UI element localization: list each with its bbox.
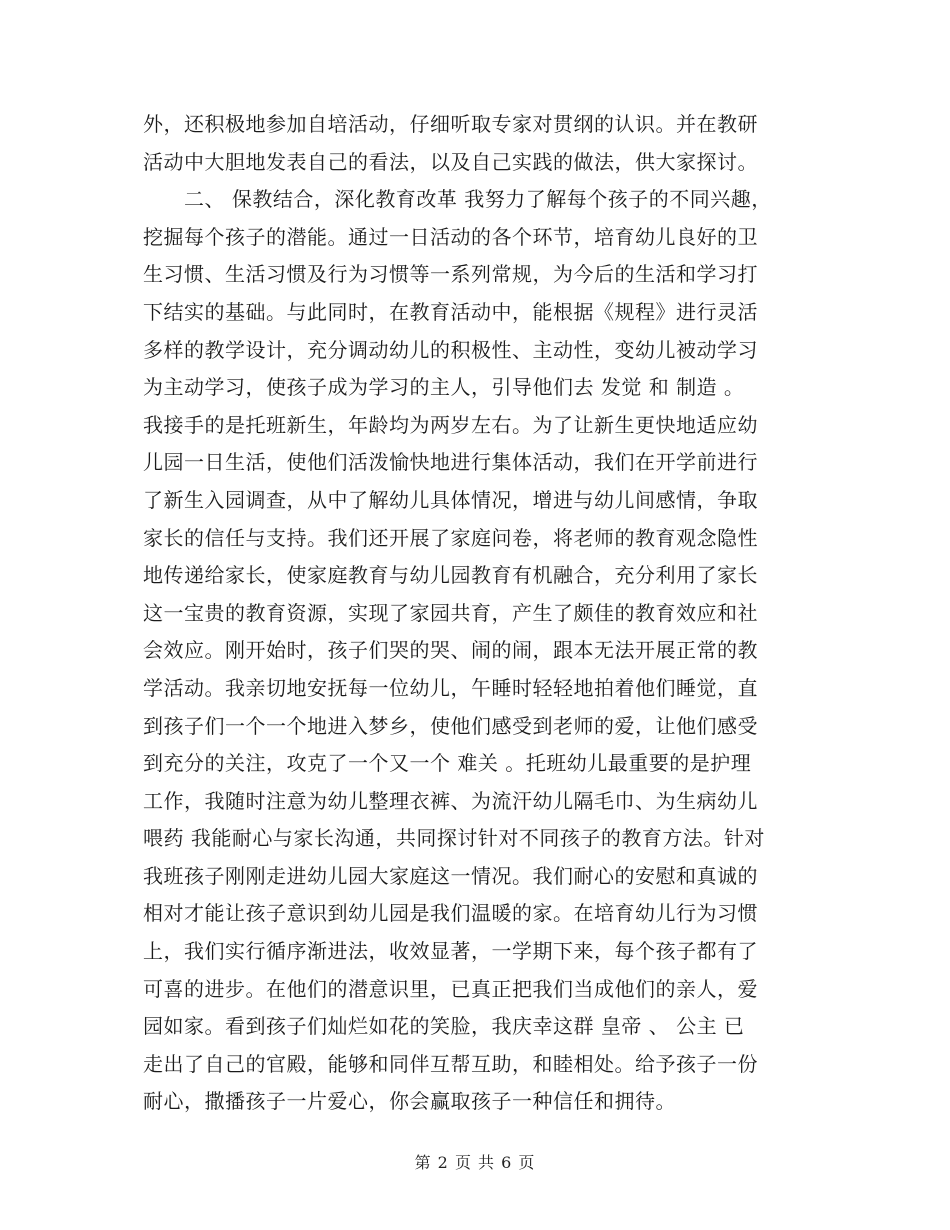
text-line: 园如家。看到孩子们灿烂如花的笑脸，我庆幸这群 皇帝 、 公主 已 bbox=[143, 1014, 745, 1039]
text-line: 会效应。刚开始时，孩子们哭的哭、闹的闹，跟本无法开展正常的教 bbox=[143, 638, 758, 663]
text-line: 可喜的进步。在他们的潜意识里，已真正把我们当成他们的亲人，爱 bbox=[143, 976, 758, 1001]
text-line: 我班孩子刚刚走进幼儿园大家庭这一情况。我们耐心的安慰和真诚的 bbox=[143, 863, 758, 888]
text-line: 到孩子们一个一个地进入梦乡，使他们感受到老师的爱，让他们感受 bbox=[143, 713, 758, 738]
text-line: 二、 保教结合，深化教育改革 我努力了解每个孩子的不同兴趣， bbox=[143, 187, 772, 212]
text-line: 相对才能让孩子意识到幼儿园是我们温暖的家。在培育幼儿行为习惯 bbox=[143, 901, 758, 926]
text-line: 工作，我随时注意为幼儿整理衣裤、为流汗幼儿隔毛巾、为生病幼儿 bbox=[143, 788, 758, 813]
body-text bbox=[143, 106, 823, 1121]
text-line: 地传递给家长，使家庭教育与幼儿园教育有机融合，充分利用了家长 bbox=[143, 563, 758, 588]
text-line: 了新生入园调查，从中了解幼儿具体情况，增进与幼儿间感情，争取 bbox=[143, 487, 758, 512]
text-line: 家长的信任与支持。我们还开展了家庭问卷，将老师的教育观念隐性 bbox=[143, 525, 758, 550]
text-line: 下结实的基础。与此同时，在教育活动中，能根据《规程》进行灵活 bbox=[143, 299, 758, 324]
text-line: 为主动学习，使孩子成为学习的主人，引导他们去 发觉 和 制造 。 bbox=[143, 375, 745, 400]
text-line: 活动中大胆地发表自己的看法，以及自己实践的做法，供大家探讨。 bbox=[143, 149, 758, 174]
text-line: 走出了自己的官殿，能够和同伴互帮互助，和睦相处。给予孩子一份 bbox=[143, 1051, 758, 1076]
page-footer: 第 2 页 共 6 页 bbox=[414, 1153, 536, 1172]
text-line: 这一宝贵的教育资源，实现了家园共育，产生了颇佳的教育效应和社 bbox=[143, 600, 758, 625]
text-line: 外，还积极地参加自培活动，仔细听取专家对贯纲的认识。并在教研 bbox=[143, 112, 758, 136]
text-line: 学活动。我亲切地安抚每一位幼儿，午睡时轻轻地拍着他们睡觉，直 bbox=[143, 675, 758, 700]
text-line: 耐心，撒播孩子一片爱心，你会赢取孩子一种信任和拥待。 bbox=[143, 1089, 676, 1114]
text-line: 上，我们实行循序渐进法，收效显著，一学期下来，每个孩子都有了 bbox=[143, 939, 758, 964]
text-line: 生习惯、生活习惯及行为习惯等一系列常规，为今后的生活和学习打 bbox=[143, 262, 758, 287]
text-line: 我接手的是托班新生，年龄均为两岁左右。为了让新生更快地适应幼 bbox=[143, 412, 758, 437]
text-line: 到充分的关注，攻克了一个又一个 难关 。托班幼儿最重要的是护理 bbox=[143, 751, 752, 776]
text-line: 喂药 我能耐心与家长沟通，共同探讨针对不同孩子的教育方法。针对 bbox=[143, 826, 765, 851]
text-line: 多样的教学设计，充分调动幼儿的积极性、主动性，变幼儿被动学习 bbox=[143, 337, 758, 362]
text-line: 挖掘每个孩子的潜能。通过一日活动的各个环节，培育幼儿良好的卫 bbox=[143, 224, 758, 249]
text-line: 儿园一日生活，使他们活泼愉快地进行集体活动，我们在开学前进行 bbox=[143, 450, 758, 475]
